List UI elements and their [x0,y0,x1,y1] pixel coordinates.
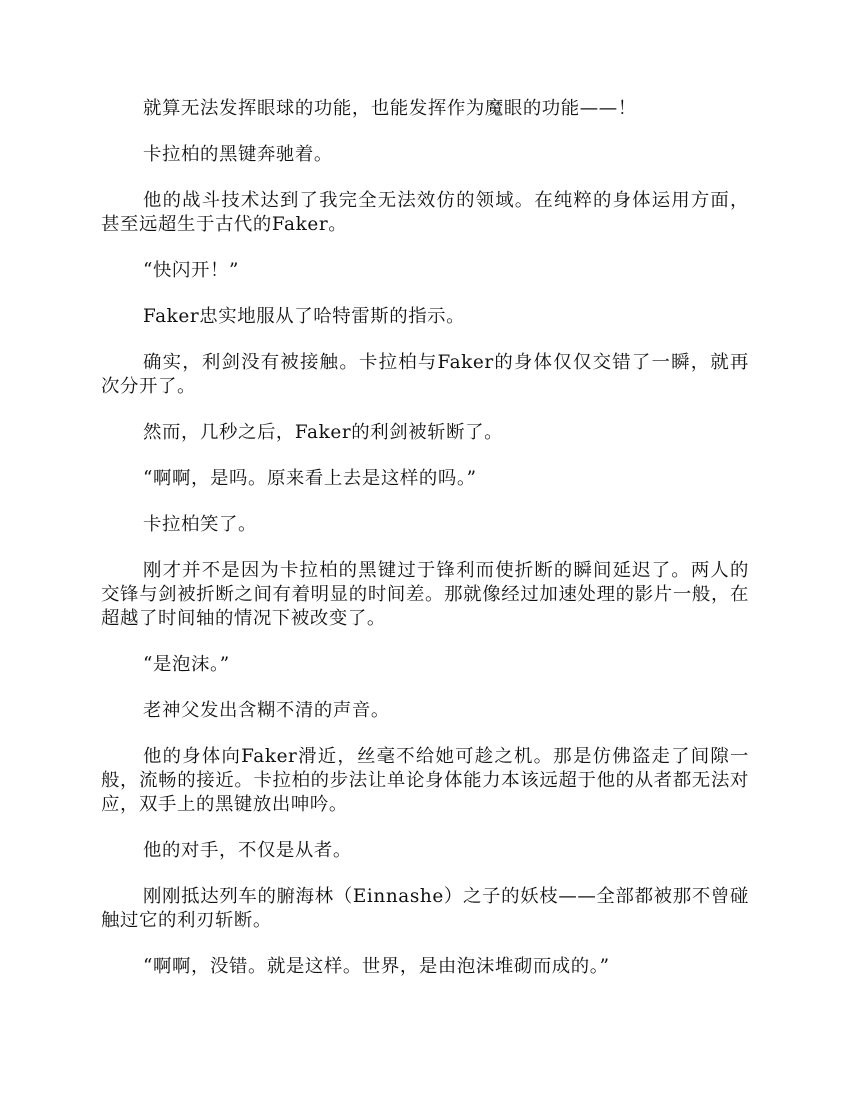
paragraph: 他的战斗技术达到了我完全无法效仿的领域。在纯粹的身体运用方面，甚至远超生于古代的Faker。 [101,190,749,235]
paragraph: “啊啊，没错。就是这样。世界，是由泡沫堆砌而成的。” [143,956,610,977]
paragraph: 卡拉柏笑了。 [143,514,257,535]
paragraph: 他的对手，不仅是从者。 [143,840,352,861]
paragraph: “是泡沫。” [143,654,230,675]
paragraph: 刚才并不是因为卡拉柏的黑键过于锋利而使折断的瞬间延迟了。两人的交锋与剑被折断之间有着明显的时间差。那就像经过加速处理的影片一般，在超越了时间轴的情况下被改变了。 [101,560,749,629]
paragraph: 刚刚抵达列车的腑海林（Einnashe）之子的妖枝——全部都被那不曾碰触过它的利刃斩断。 [101,886,749,931]
paragraph: 他的身体向Faker滑近，丝毫不给她可趁之机。那是仿佛盗走了间隙一般，流畅的接近。卡拉柏的步法让单论身体能力本该远超于他的从者都无法对应，双手上的黑键放出呻吟。 [101,746,749,815]
paragraph: 就算无法发挥眼球的功能，也能发挥作为魔眼的功能——！ [143,98,637,119]
paragraph: Faker忠实地服从了哈特雷斯的指示。 [143,306,466,327]
paragraph: “啊啊，是吗。原来看上去是这样的吗。” [143,468,477,489]
paragraph: 确实，利剑没有被接触。卡拉柏与Faker的身体仅仅交错了一瞬，就再次分开了。 [101,352,749,397]
paragraph: “快闪开！” [143,260,239,281]
paragraph: 老神父发出含糊不清的声音。 [143,700,390,721]
paragraph: 卡拉柏的黑键奔驰着。 [143,144,333,165]
paragraph: 然而，几秒之后，Faker的利剑被斩断了。 [143,422,504,443]
document-body [101,97,749,1001]
